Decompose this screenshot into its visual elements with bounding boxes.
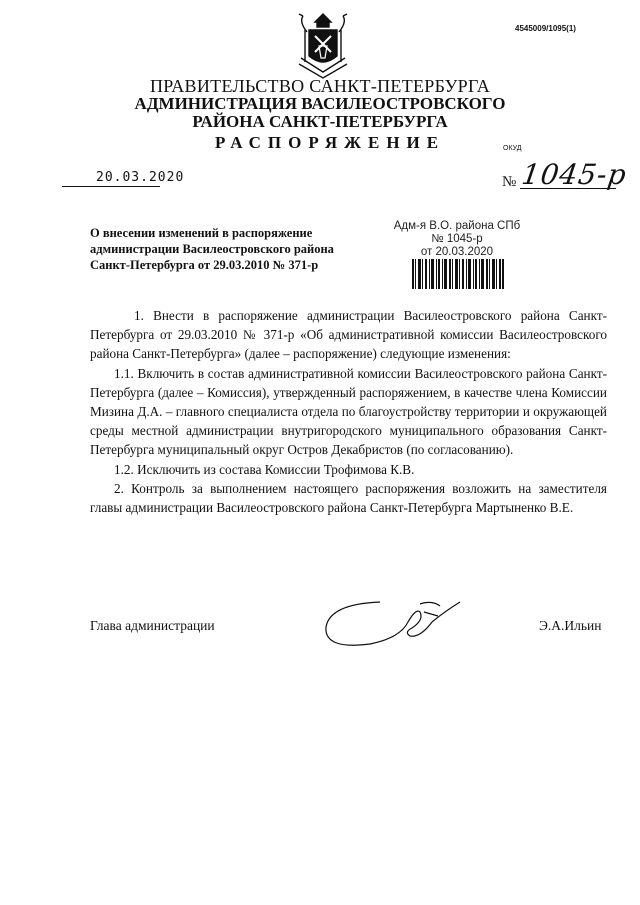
number-underline	[520, 188, 616, 189]
document-code: 4545009/1095(1)	[515, 24, 576, 33]
stamp-line3: от 20.03.2020	[420, 246, 494, 258]
decree-subject	[90, 225, 380, 273]
handwritten-signature	[320, 582, 470, 662]
date-underline	[62, 186, 160, 187]
decree-body	[90, 306, 607, 517]
subject-line1: О внесении изменений в распоряжение	[90, 226, 313, 240]
administration-title-line2: РАЙОНА САНКТ-ПЕТЕРБУРГА	[192, 112, 448, 131]
paragraph-1-2: 1.2. Исключить из состава Комиссии Трофимова К.В.	[114, 461, 415, 477]
barcode-image	[412, 259, 504, 289]
subject-line2: администрации Василеостровского района	[90, 242, 334, 256]
registration-stamp	[382, 220, 532, 259]
government-title: ПРАВИТЕЛЬСТВО САНКТ-ПЕТЕРБУРГА	[149, 76, 491, 96]
decree-date: 20.03.2020	[96, 170, 185, 185]
paragraph-1: 1. Внести в распоряжение администрации Василеостровского района Санкт-Петербурга от 29.03.2010 № 371-р «Об административной комиссии Василеостровского района Санкт-Петербурга» (далее – распоряжение) следующие изменения:	[90, 308, 607, 362]
signatory-title: Глава администрации	[90, 618, 215, 633]
stamp-line1: Адм-я В.О. района СПб	[393, 220, 521, 232]
document-type-title: РАСПОРЯЖЕНИЕ	[215, 133, 446, 152]
okud-label: ОКУД	[503, 145, 522, 152]
stamp-line2: № 1045-р	[431, 233, 483, 245]
coat-of-arms-emblem	[293, 12, 353, 84]
subject-line3: Санкт-Петербурга от 29.03.2010 № 371-р	[90, 258, 319, 272]
paragraph-2: 2. Контроль за выполнением настоящего распоряжения возложить на заместителя главы администрации Василеостровского района Санкт-Петербурга Мартыненко В.Е.	[90, 480, 607, 516]
administration-title-line1: АДМИНИСТРАЦИЯ ВАСИЛЕОСТРОВСКОГО	[134, 94, 506, 113]
paragraph-1-1: 1.1. Включить в состав административной комиссии Василеостровского района Санкт-Петербурга (далее – Комиссия), утвержденный распоряжением, в качестве члена Комиссии Мизина Д.А. – главного специалиста отдела по благоустройству территории и окружающей среды местной администрации внутригородского муниципального образования Санкт-Петербурга муниципальный округ Остров Декабристов (по согласованию).	[90, 365, 607, 458]
number-sign: №	[502, 174, 517, 190]
decree-number: 1045-р	[519, 158, 629, 191]
signatory-name: Э.А.Ильин	[539, 618, 602, 633]
